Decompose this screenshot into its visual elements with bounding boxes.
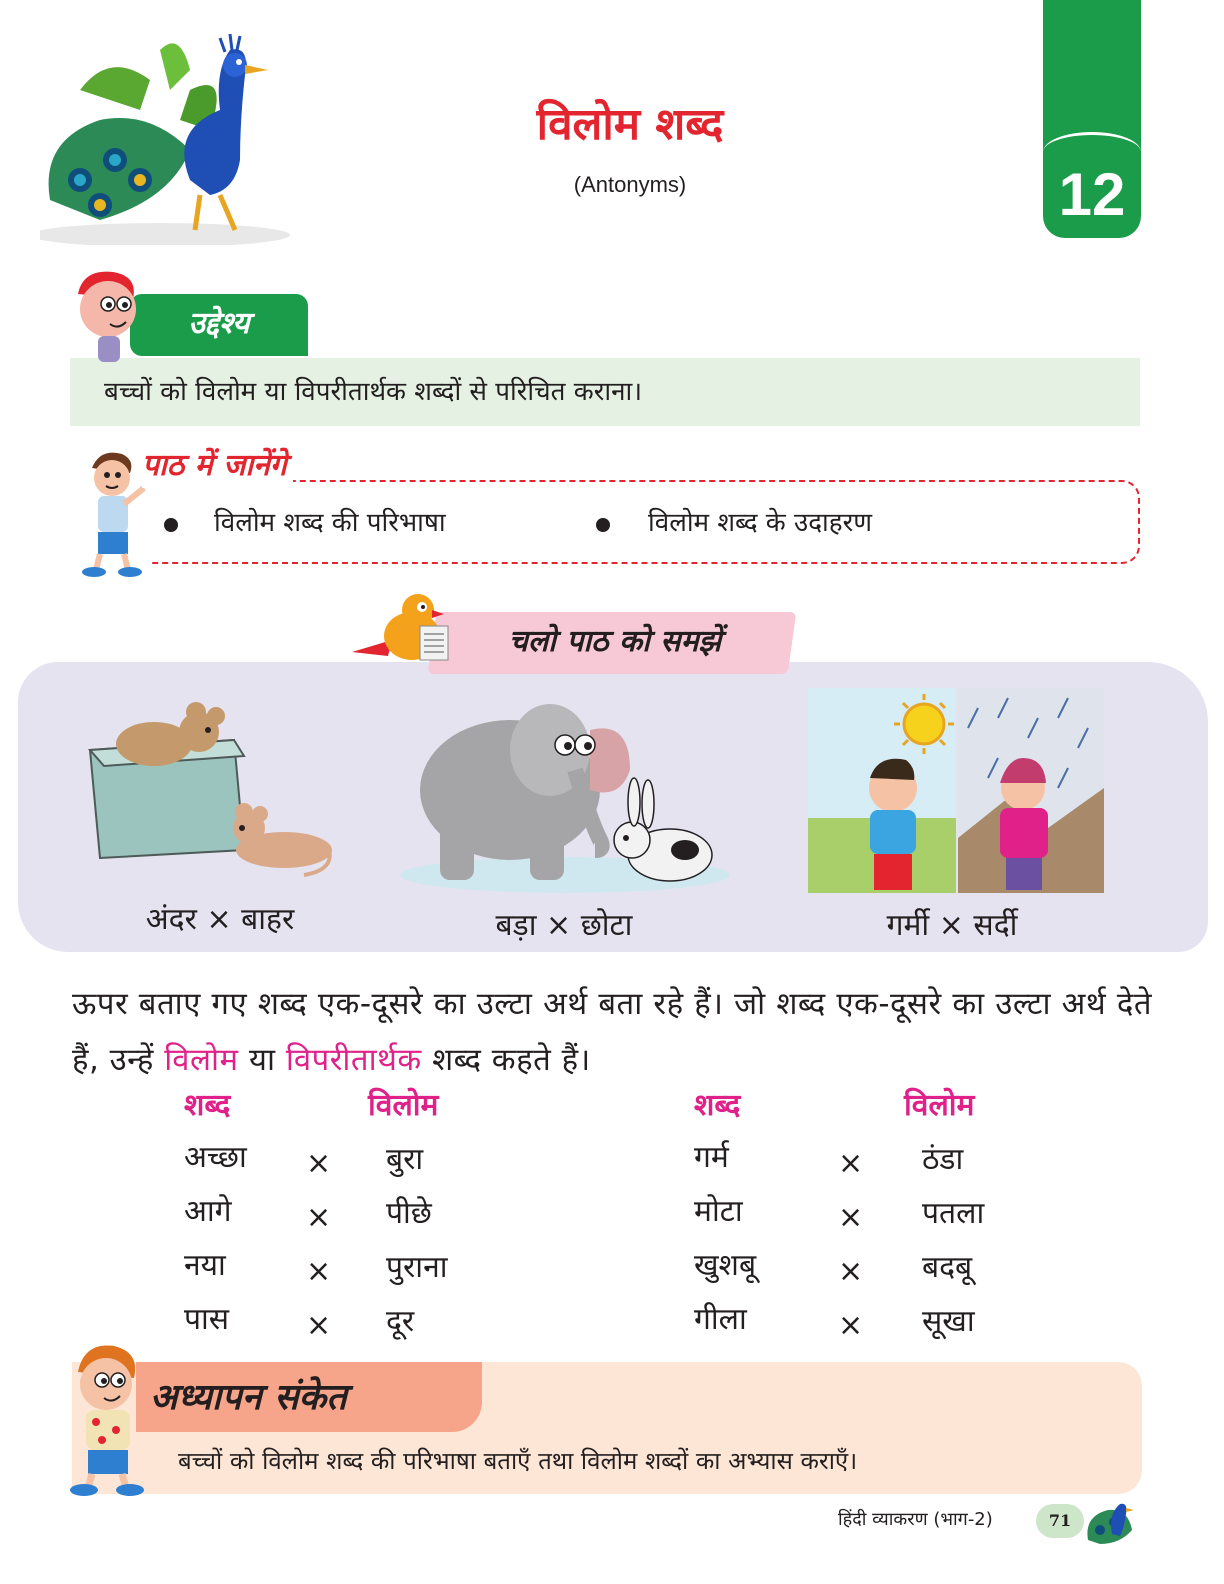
pair-caption: अंदर × बाहर (145, 902, 295, 937)
mice-box-illustration (84, 700, 334, 885)
times-separator: × (838, 1146, 864, 1181)
explanation-paragraph: ऊपर बताए गए शब्द एक-दूसरे का उल्टा अर्थ बता रहे हैं। जो शब्द एक-दूसरे का उल्टा अर्थ देते हैं, उन्हें विलोम या विपरीतार्थक शब्द कहते हैं। (72, 986, 1152, 1078)
highlight-term: विलोम (164, 1042, 239, 1078)
table-cell-antonym: दूर (386, 1304, 415, 1339)
bullet-icon (596, 518, 610, 532)
table-cell-word: नया (184, 1248, 226, 1283)
table-cell-word: गर्म (694, 1140, 729, 1175)
learn-heading: पाठ में जानेंगे (142, 444, 293, 488)
peacock-illustration (40, 30, 300, 245)
elephant-rabbit-illustration (400, 690, 730, 895)
table-cell-word: गीला (694, 1302, 747, 1337)
bullet-icon (164, 518, 178, 532)
page-number: 71 (1036, 1504, 1084, 1538)
boy-mascot-illustration (68, 264, 148, 364)
highlight-term: विपरीतार्थक (285, 1042, 422, 1078)
summer-winter-illustration (808, 688, 1104, 893)
table-cell-word: आगे (184, 1194, 232, 1229)
table-cell-antonym: सूखा (922, 1304, 975, 1339)
times-separator: × (306, 1146, 332, 1181)
table-cell-antonym: ठंडा (922, 1142, 964, 1177)
table-header-word: शब्द (184, 1088, 231, 1123)
times-separator: × (838, 1254, 864, 1289)
page-subtitle: (Antonyms) (573, 172, 687, 197)
times-separator: × (306, 1200, 332, 1235)
table-cell-word: अच्छा (184, 1140, 247, 1175)
table-cell-word: खुशबू (694, 1248, 757, 1283)
times-separator: × (306, 1254, 332, 1289)
page-title: विलोम शब्द (536, 99, 724, 150)
objective-heading: उद्देश्य (188, 306, 250, 341)
table-cell-antonym: पतला (922, 1196, 985, 1231)
boy-teacher-illustration (64, 1338, 154, 1498)
learn-item: विलोम शब्द की परिभाषा (214, 508, 446, 538)
footer-peacock-icon (1084, 1494, 1140, 1548)
times-separator: × (838, 1200, 864, 1235)
footer-book-title: हिंदी व्याकरण (भाग-2) (838, 1509, 993, 1530)
pair-caption: बड़ा × छोटा (495, 908, 633, 943)
table-header-antonym: विलोम (904, 1088, 975, 1123)
objective-text: बच्चों को विलोम या विपरीतार्थक शब्दों से परिचित कराना। (104, 377, 643, 407)
pair-caption: गर्मी × सर्दी (886, 908, 1018, 943)
times-separator: × (306, 1308, 332, 1343)
boy-pointing-illustration (80, 448, 148, 578)
table-header-word: शब्द (694, 1088, 741, 1123)
table-cell-word: पास (184, 1302, 230, 1337)
table-cell-antonym: बुरा (386, 1142, 424, 1177)
chapter-number: 12 (1058, 161, 1126, 228)
table-cell-word: मोटा (694, 1194, 743, 1229)
table-cell-antonym: पीछे (386, 1196, 432, 1231)
table-cell-antonym: बदबू (922, 1250, 973, 1285)
table-cell-antonym: पुराना (386, 1250, 448, 1285)
table-header-antonym: विलोम (368, 1088, 439, 1123)
times-separator: × (838, 1308, 864, 1343)
teacher-note-text: बच्चों को विलोम शब्द की परिभाषा बताएँ तथा विलोम शब्दों का अभ्यास कराएँ। (178, 1447, 858, 1475)
bird-reading-illustration (352, 590, 452, 668)
understand-heading: चलो पाठ को समझें (508, 624, 722, 659)
teacher-note-heading: अध्यापन संकेत (150, 1377, 347, 1418)
learn-item: विलोम शब्द के उदाहरण (648, 508, 873, 538)
